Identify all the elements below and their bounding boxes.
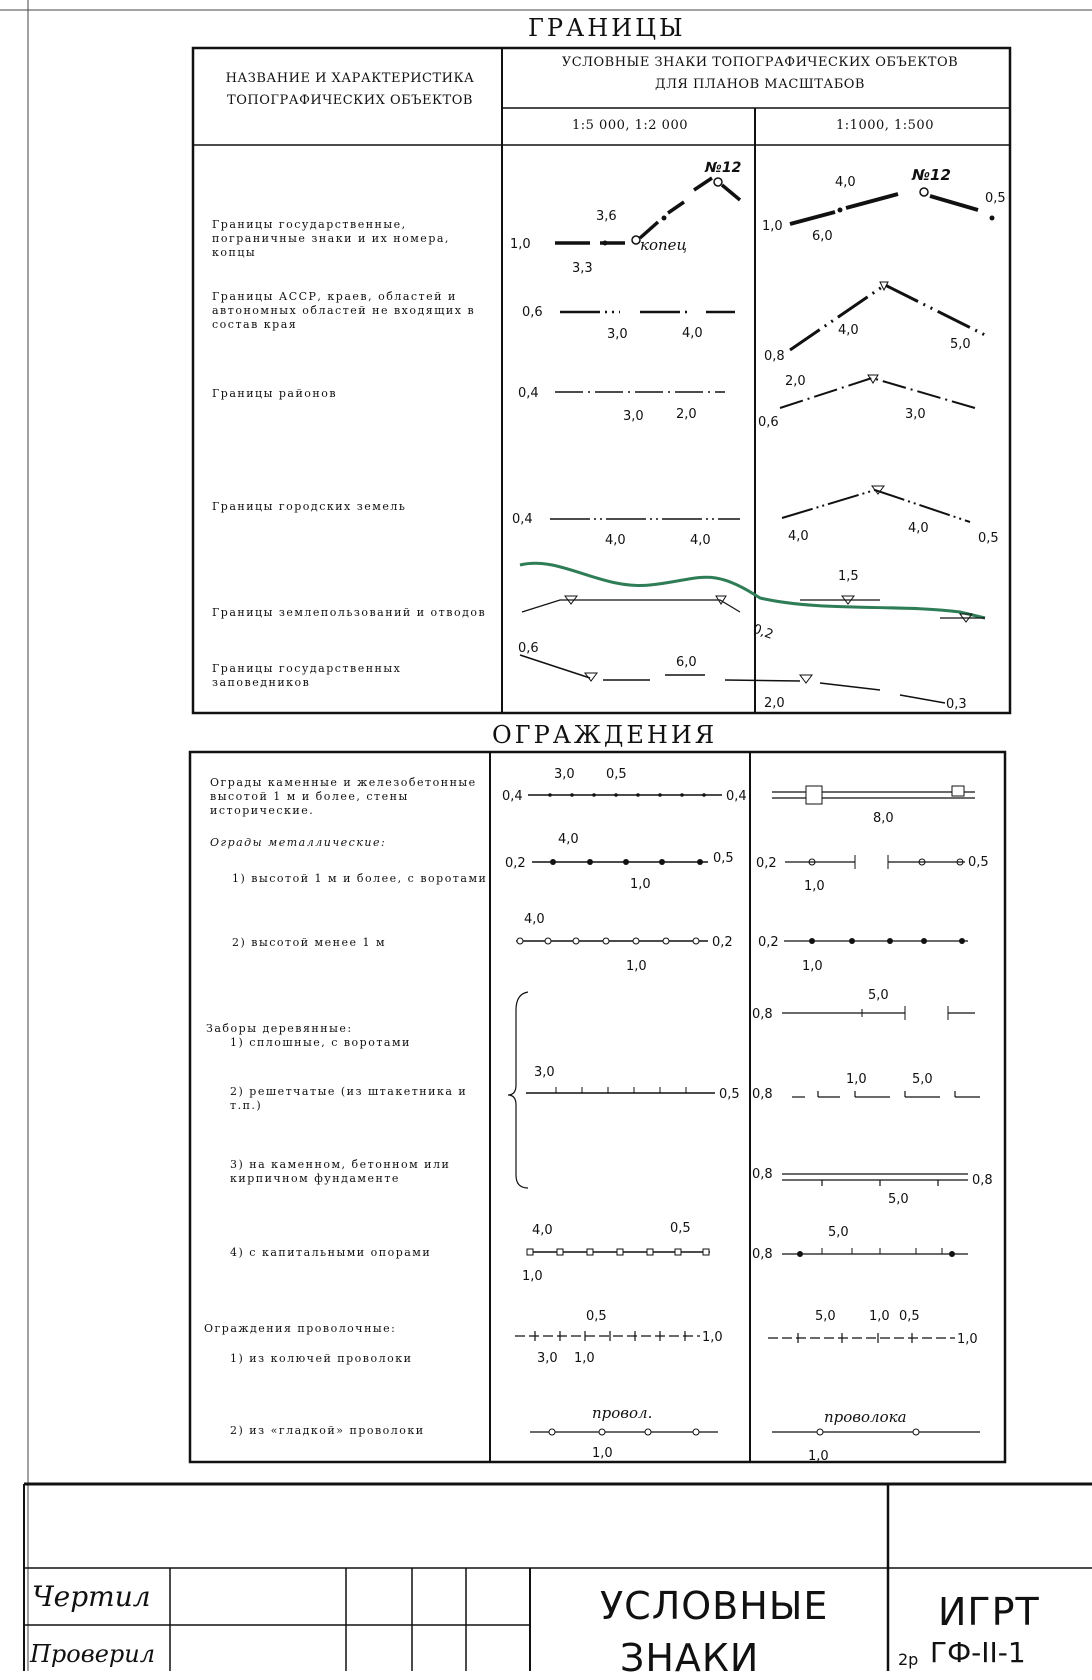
dim-label: 1,0 xyxy=(626,959,647,974)
fence-label: 2) высотой менее 1 м xyxy=(232,936,387,949)
dim-label: 0,5 xyxy=(978,531,999,546)
dim-label: 1,0 xyxy=(802,959,823,974)
dim-label: 4,0 xyxy=(605,533,626,548)
dim-label: провол. xyxy=(592,1404,653,1422)
header-scale-small: 1:5 000, 1:2 000 xyxy=(572,118,688,133)
dim-label: 0,2 xyxy=(505,856,526,871)
dim-label: 3,0 xyxy=(534,1065,555,1080)
row-label: Границы районов xyxy=(212,387,338,400)
dim-label: 4,0 xyxy=(532,1223,553,1238)
dim-label: 1,0 xyxy=(804,879,825,894)
fence-label: Заборы деревянные: xyxy=(206,1022,353,1035)
header-scale-large: 1:1000, 1:500 xyxy=(836,118,934,133)
row-label: Границы городских земель xyxy=(212,500,407,513)
doc-code-prefix: 2р xyxy=(898,1650,919,1669)
dim-label: 3,0 xyxy=(623,409,644,424)
fence-label: 1) сплошные, с воротами xyxy=(230,1036,411,1049)
dim-label: №12 xyxy=(705,160,742,176)
dim-label: 5,0 xyxy=(868,988,889,1003)
dim-label: 3,0 xyxy=(607,327,628,342)
row-label: Границы государственные, пограничные знаки и их номера, копцы xyxy=(212,218,450,259)
dim-label: 0,5 xyxy=(606,767,627,782)
fence-label: 1) из колючей проволоки xyxy=(230,1352,413,1365)
dim-label: 5,0 xyxy=(912,1072,933,1087)
dim-label: 0,2 xyxy=(712,935,733,950)
dim-label: 0,2 xyxy=(758,935,779,950)
dim-label: 3,3 xyxy=(572,261,593,276)
dim-label: 0,8 xyxy=(752,1007,773,1022)
row-label: Границы АССР, краев, областей и автономных областей не входящих в состав края xyxy=(212,290,476,331)
dim-label: 0,3 xyxy=(946,697,967,712)
dim-label: 4,0 xyxy=(835,175,856,190)
dim-label: 0,6 xyxy=(518,641,539,656)
dim-label: 1,0 xyxy=(510,237,531,252)
dim-label: 2,0 xyxy=(676,407,697,422)
dim-label: 1,0 xyxy=(846,1072,867,1087)
dim-label: 1,5 xyxy=(838,569,859,584)
dim-label: 1,0 xyxy=(592,1446,613,1461)
fence-label: 4) с капитальными опорами xyxy=(230,1246,432,1259)
dim-label: 0,8 xyxy=(752,1087,773,1102)
doc-code: ГФ-II-1 xyxy=(930,1636,1026,1669)
dim-label: 8,0 xyxy=(873,811,894,826)
dim-label: 0,8 xyxy=(764,349,785,364)
row-label: Границы землепользований и отводов xyxy=(212,606,487,619)
dim-label: 0,4 xyxy=(502,789,523,804)
dim-label: 0,5 xyxy=(719,1087,740,1102)
dim-label: проволока xyxy=(824,1408,907,1426)
fence-label: Ограды металлические: xyxy=(210,836,387,849)
dim-label: 1,0 xyxy=(869,1309,890,1324)
dim-label: 0,6 xyxy=(522,305,543,320)
dim-label: 0,5 xyxy=(985,191,1006,206)
dim-label: 0,4 xyxy=(518,386,539,401)
dim-label: 0,8 xyxy=(752,1247,773,1262)
dim-label: 5,0 xyxy=(815,1309,836,1324)
dim-label: 6,0 xyxy=(812,229,833,244)
fence-label: 2) решетчатые (из штакетника и т.п.) xyxy=(230,1085,468,1112)
dim-label: 6,0 xyxy=(676,655,697,670)
dim-label: 0,5 xyxy=(899,1309,920,1324)
borders-title: ГРАНИЦЫ xyxy=(528,14,686,42)
org-label: ИГРТ xyxy=(938,1590,1040,1634)
header-signs-col: УСЛОВНЫЕ ЗНАКИ ТОПОГРАФИЧЕСКИХ ОБЪЕКТОВ ДЛЯ ПЛАНОВ МАСШТАБОВ xyxy=(561,55,959,92)
fence-label: 1) высотой 1 м и более, с воротами xyxy=(232,872,488,885)
dim-label: №12 xyxy=(912,166,951,184)
dim-label: 3,0 xyxy=(537,1351,558,1366)
checked-by-label: Проверил xyxy=(30,1640,156,1668)
dim-label: 3,0 xyxy=(905,407,926,422)
dim-label: 3,6 xyxy=(596,209,617,224)
dim-label: 4,0 xyxy=(558,832,579,847)
fences-title: ОГРАЖДЕНИЯ xyxy=(492,721,718,749)
dim-label: 5,0 xyxy=(888,1192,909,1207)
dim-label: 0,5 xyxy=(713,851,734,866)
dim-label: 0,4 xyxy=(512,512,533,527)
fence-label: Ограждения проволочные: xyxy=(204,1322,397,1335)
dim-label: 0,8 xyxy=(972,1173,993,1188)
dim-label: 0,4 xyxy=(726,789,747,804)
dim-label: 4,0 xyxy=(524,912,545,927)
dim-label: копец xyxy=(640,236,687,254)
dim-label: 4,0 xyxy=(908,521,929,536)
dim-label: 3,0 xyxy=(554,767,575,782)
dim-label: 5,0 xyxy=(828,1225,849,1240)
dim-label: 4,0 xyxy=(838,323,859,338)
dim-label: 2,0 xyxy=(785,374,806,389)
header-name-col: НАЗВАНИЕ И ХАРАКТЕРИСТИКА ТОПОГРАФИЧЕСКИХ ОБЪЕКТОВ xyxy=(225,71,475,108)
dim-label: 4,0 xyxy=(690,533,711,548)
row-label: Границы государственных заповедников xyxy=(212,662,402,689)
drawn-by-label: Чертил xyxy=(32,1580,151,1613)
dim-label: 1,0 xyxy=(702,1330,723,1345)
fence-label: 3) на каменном, бетонном или кирпичном фундаменте xyxy=(230,1158,451,1185)
dim-label: 0,8 xyxy=(752,1167,773,1182)
dim-label: 5,0 xyxy=(950,337,971,352)
dim-label: 0,2 xyxy=(756,856,777,871)
dim-label: 0,5 xyxy=(670,1221,691,1236)
doc-title-line2: ЗНАКИ xyxy=(620,1636,760,1680)
dim-label: 0,5 xyxy=(586,1309,607,1324)
dim-label: 1,0 xyxy=(522,1269,543,1284)
dim-label: 0,5 xyxy=(968,855,989,870)
doc-title-line1: УСЛОВНЫЕ xyxy=(600,1584,829,1628)
fence-label: Ограды каменные и железобетонные высотой 1 м и более, стены исторические. xyxy=(210,776,477,817)
fence-label: 2) из «гладкой» проволоки xyxy=(230,1424,425,1437)
dim-label: 1,0 xyxy=(808,1449,829,1464)
dim-label: 4,0 xyxy=(788,529,809,544)
dim-label: 1,0 xyxy=(574,1351,595,1366)
dim-label: 2,0 xyxy=(764,696,785,711)
dim-label: 1,0 xyxy=(762,219,783,234)
dim-label: 1,0 xyxy=(957,1332,978,1347)
dim-label: 4,0 xyxy=(682,326,703,341)
dim-label: 1,0 xyxy=(630,877,651,892)
dim-label: 0,6 xyxy=(758,415,779,430)
dim-label: 0,2 xyxy=(750,621,776,643)
